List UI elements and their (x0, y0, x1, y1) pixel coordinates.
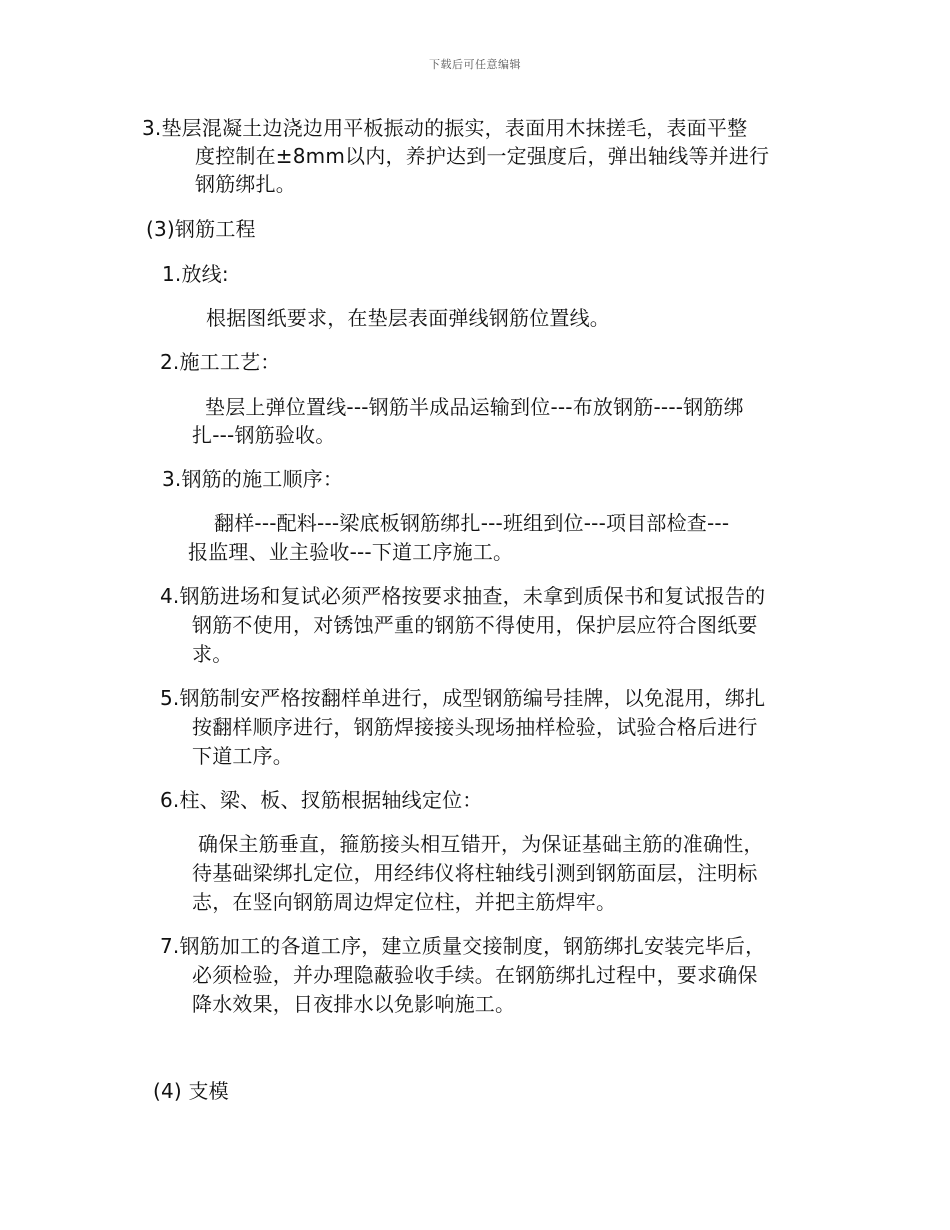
s2-line1: 垫层上弹位置线---钢筋半成品运输到位---布放钢筋----钢筋绑 (205, 395, 744, 419)
s5-line1: 5.钢筋制安严格按翻样单进行，成型钢筋编号挂牌，以免混用，绑扎 (160, 686, 766, 710)
s4-line1: 4.钢筋进场和复试必须严格按要求抽查，未拿到质保书和复试报告的 (160, 584, 766, 608)
s7-line1: 7.钢筋加工的各道工序，建立质量交接制度，钢筋绑扎安装完毕后， (160, 934, 766, 958)
s3-line2: 报监理、业主验收---下道工序施工。 (188, 540, 514, 564)
s7-line2: 必须检验，并办理隐蔽验收手续。在钢筋绑扎过程中，要求确保 (192, 963, 758, 987)
s1-body: 根据图纸要求，在垫层表面弹线钢筋位置线。 (206, 306, 610, 330)
section-3-heading: (3)钢筋工程 (146, 217, 256, 241)
item3-line3: 钢筋绑扎。 (195, 172, 296, 196)
s3-line1: 翻样---配料---梁底板钢筋绑扎---班组到位---项目部检查--- (214, 511, 730, 535)
s2-line2: 扎---钢筋验收。 (192, 423, 336, 447)
s2-title: 2.施工工艺： (160, 350, 281, 374)
s6-line2: 待基础梁绑扎定位，用经纬仪将柱轴线引测到钢筋面层，注明标 (192, 861, 758, 885)
s6-line3: 志，在竖向钢筋周边焊定位柱，并把主筋焊牢。 (192, 890, 617, 914)
section-4-heading: (4) 支模 (153, 1079, 229, 1103)
s6-title: 6.柱、梁、板、扠筋根据轴线定位： (160, 788, 483, 812)
s5-line3: 下道工序。 (192, 744, 293, 768)
s1-title: 1.放线: (162, 262, 229, 286)
item3-line1: 3.垫层混凝土边浇边用平板振动的振实，表面用木抹搓毛，表面平整 (142, 116, 748, 140)
s5-line2: 按翻样顺序进行，钢筋焊接接头现场抽样检验，试验合格后进行 (192, 715, 758, 739)
s3-title: 3.钢筋的施工顺序： (162, 467, 344, 491)
s7-line3: 降水效果，日夜排水以免影响施工。 (192, 992, 516, 1016)
item3-line2: 度控制在±8mm以内，养护达到一定强度后，弹出轴线等并进行 (195, 144, 770, 168)
s4-line3: 求。 (192, 642, 233, 666)
page-header: 下载后可任意编辑 (429, 58, 521, 71)
s6-line1: 确保主筋垂直，箍筋接头相互错开，为保证基础主筋的准确性， (198, 832, 764, 856)
s4-line2: 钢筋不使用，对锈蚀严重的钢筋不得使用，保护层应符合图纸要 (192, 613, 758, 637)
